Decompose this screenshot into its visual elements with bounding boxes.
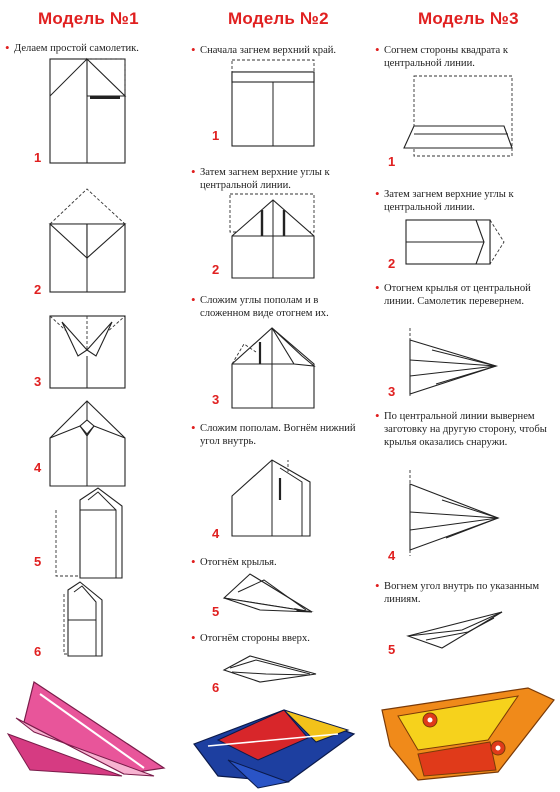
model3-step4-number: 4 — [388, 548, 396, 563]
model2-step3-text: • Сложим углы пополам и в сложенном виде отогнем их. — [191, 292, 329, 319]
model1-step4-diagram — [40, 398, 140, 490]
model2-step2-number: 2 — [212, 262, 220, 277]
model3-step5-number: 5 — [388, 642, 396, 657]
model3-step3-number: 3 — [388, 384, 396, 399]
folded-edge — [232, 72, 314, 82]
model2-step3-diagram — [222, 322, 326, 412]
title-model-1: Модель №1 — [38, 9, 139, 28]
model1-step1-number: 1 — [34, 150, 42, 165]
model2-step2-diagram — [226, 192, 326, 282]
model1-step6-diagram — [56, 578, 126, 660]
model3-step1-number: 1 — [388, 154, 396, 169]
bullet-icon: • — [191, 420, 196, 435]
model3-step1-diagram — [400, 72, 520, 162]
model3-step2-number: 2 — [388, 256, 396, 271]
fold-edge — [90, 96, 120, 99]
model1-step3-diagram — [40, 312, 140, 392]
model3-step1-text: • Согнем стороны квадрата к центральной линии. — [375, 42, 509, 69]
model1-step1-diagram — [40, 56, 140, 168]
model1-step4-number: 4 — [34, 460, 42, 475]
model1-pink-plane-illustration — [4, 672, 174, 784]
model2-step1-number: 1 — [212, 128, 220, 143]
model3-step5-text: • Вогнем угол внутрь по указанным линиям. — [375, 578, 540, 605]
eye-highlight — [496, 746, 501, 751]
bullet-icon: • — [375, 280, 380, 295]
fold-guide — [56, 510, 80, 576]
model2-step1-text: • Сначала загнем верхний край. — [191, 42, 337, 57]
model2-step5-diagram — [220, 570, 330, 622]
model2-step5-text: • Отогнём крылья. — [191, 554, 277, 569]
bullet-icon: • — [375, 408, 380, 423]
model2-step3-number: 3 — [212, 392, 220, 407]
model3-step3-diagram — [402, 320, 512, 400]
model2-step5-number: 5 — [212, 604, 220, 619]
paper-body — [68, 582, 102, 656]
model3-step2-text: • Затем загнем верхние углы к центральной линии. — [375, 186, 514, 213]
model2-step4-text: • Сложим пополам. Вогнём нижний угол внутрь. — [191, 420, 356, 447]
model1-step5-diagram — [50, 486, 140, 584]
model1-step6-number: 6 — [34, 644, 42, 659]
bullet-icon: • — [191, 630, 196, 645]
fold-guide — [490, 220, 504, 264]
model1-step2-number: 2 — [34, 282, 42, 297]
bullet-icon: • — [5, 40, 10, 55]
model3-step3-text: • Отогнем крылья от центральной линии. Самолетик перевернем. — [375, 280, 531, 307]
eye-highlight — [428, 718, 433, 723]
bullet-icon: • — [191, 164, 196, 179]
model2-step4-diagram — [226, 454, 326, 542]
model2-step1-diagram — [226, 58, 326, 150]
paper-sheet — [232, 328, 314, 408]
bullet-icon: • — [191, 292, 196, 307]
model3-step4-text: • По центральной линии вывернем заготовку на другую сторону, чтобы крылья оказались снаружи. — [375, 408, 547, 448]
model2-blue-plane-illustration — [188, 690, 360, 790]
model2-step6-diagram — [220, 650, 330, 692]
bullet-icon: • — [375, 42, 380, 57]
model1-intro: • Делаем простой самолетик. — [5, 40, 139, 55]
plane-body — [408, 612, 502, 648]
title-model-3: Модель №3 — [418, 9, 519, 28]
model2-step6-number: 6 — [212, 680, 220, 695]
lower-flap — [404, 126, 512, 148]
bullet-icon: • — [375, 186, 380, 201]
model1-step2-diagram — [40, 186, 140, 296]
model3-step5-diagram — [402, 608, 512, 654]
bullet-icon: • — [375, 578, 380, 593]
model3-step4-diagram — [402, 464, 512, 560]
paper-body — [232, 460, 310, 536]
model1-step5-number: 5 — [34, 554, 42, 569]
model3-step2-diagram — [400, 214, 510, 270]
plane-body — [224, 656, 316, 682]
bullet-icon: • — [191, 554, 196, 569]
model3-orange-plane-illustration — [378, 680, 556, 786]
model1-step3-number: 3 — [34, 374, 42, 389]
bullet-icon: • — [191, 42, 196, 57]
model2-step6-text: • Отогнём стороны вверх. — [191, 630, 310, 645]
model2-step2-text: • Затем загнем верхние углы к центральной линии. — [191, 164, 330, 191]
title-model-2: Модель №2 — [228, 9, 329, 28]
model2-step4-number: 4 — [212, 526, 220, 541]
fold-guide — [50, 189, 125, 224]
